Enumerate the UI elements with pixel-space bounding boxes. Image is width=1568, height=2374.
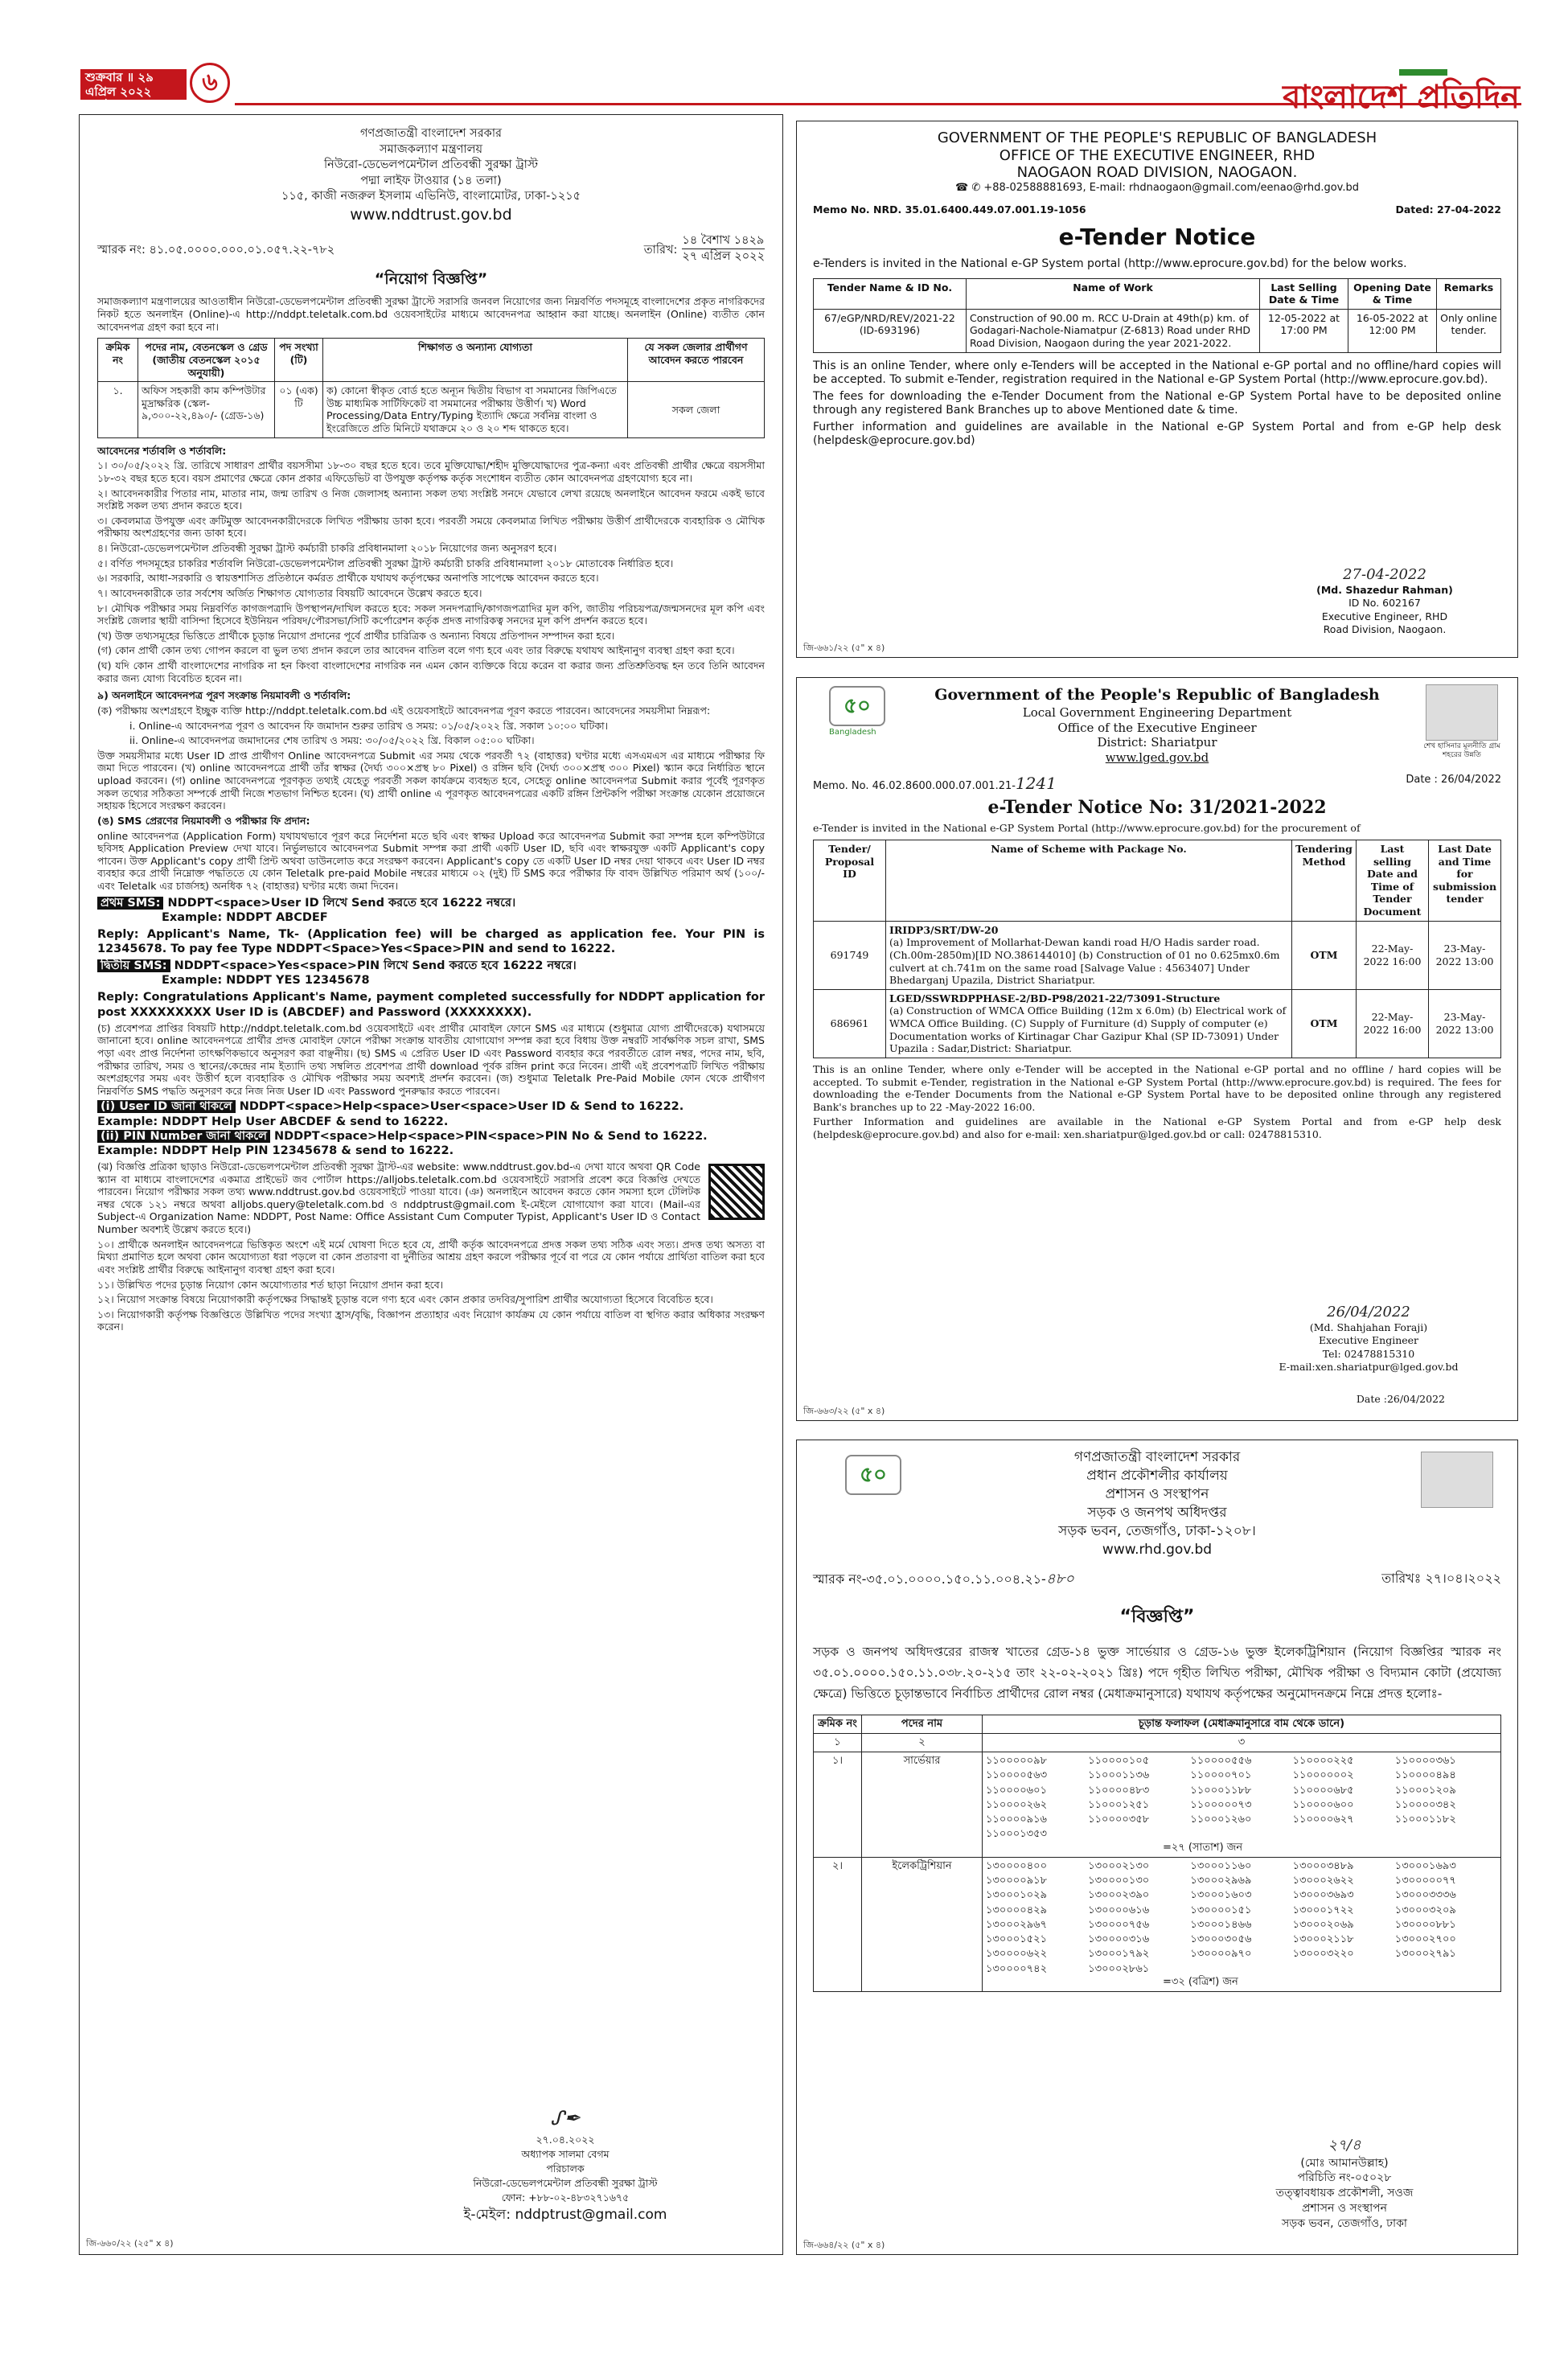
ndd-sms-text: online আবেদনপত্র (Application Form) যথাযথভাবে পূরণ করে নির্দেশনা মতে ছবি এবং স্বাক্ষর Upload করে আবেদনপত্র Submit করা সম্পন্ন হলে কম্পিউটারে ছবিসহ Application Preview দেখা যাবে। নির্ভুলভাবে আবেদনপত্র Submit সম্পন্ন করা প্রার্থী একটি User ID, ছবি এবং স্বাক্ষরযুক্ত একটি Applicant's copy পাবেন। উক্ত Applicant's copy প্রার্থী প্রিন্ট অথবা ডাউনলোড করে সংরক্ষণ করবেন। Applicant's copy তে একটি User ID নম্বর দেয়া থাকবে এবং User ID নম্বর ব্যবহার করে প্রার্থী নিম্নোক্ত পদ্ধতিতে যে কোন Teletalk pre-paid Mobile নম্বরের মাধ্যমে ০২ (দুই) টি SMS করে পরীক্ষার ফি বাবদ উল্লিখিত পরিমাণ অর্থ (১০০/- এবং Teletalk এর চার্জসহ) অনধিক ৭২ (বাহাত্তর) ঘণ্টার মধ্যে জমা দিবেন। bbox=[97, 829, 765, 893]
roll-number: ১৩০০০০৮৮১ bbox=[1394, 1918, 1456, 1931]
pin-text: NDDPT<space>Help<space>PIN<space>PIN No & Send to 16222. bbox=[273, 1129, 708, 1143]
ndd-sms1-example: Example: NDDPT ABCDEF bbox=[162, 910, 328, 924]
ndd-date-bangla: ১৪ বৈশাখ ১৪২৯ bbox=[682, 233, 765, 248]
list-item: (ঘ) যদি কোন প্রার্থী বাংলাদেশের নাগরিক না হন কিংবা বাংলাদেশের নাগরিক নন এমন কোন ব্যক্তিকে বিয়ে করেন বা করার জন্য প্রতিশ্রুতিবদ্ধ হন তবে তিনি আবেদন করার জন্য যোগ্য বিবেচিত হবেন না। bbox=[97, 659, 765, 684]
rhd-admin: প্রশাসন ও সংস্থাপন bbox=[1105, 1485, 1209, 1502]
naogaon-cell-selling: 12-05-2022 at 17:00 PM bbox=[1260, 309, 1348, 352]
masthead-logo: বাংলাদেশ প্রতিদিন bbox=[1283, 78, 1520, 116]
lged-intro: e-Tender is invited in the National e-GP System Portal (http://www.eprocure.gov.bd) for the procurement of bbox=[813, 822, 1361, 835]
naogaon-gov: GOVERNMENT OF THE PEOPLE'S REPUBLIC OF BANGLADESH bbox=[937, 129, 1377, 146]
lged-cell-sell: 22-May-2022 16:00 bbox=[1357, 989, 1429, 1058]
rhd-cell-sl: ১। bbox=[814, 1752, 862, 1858]
rhd-result-ad bbox=[796, 1440, 1518, 2255]
list-item: ৩। কেবলমাত্র উপযুক্ত এবং ক্রটিমুক্ত আবেদনকারীদেরকে লিখিত পরীক্ষায় ডাকা হবে। পরবর্তী সময়ে কেবলমাত্র লিখিত পরীক্ষায় উত্তীর্ণ প্রার্থীদেরকে ব্যবহারিক ও মৌখিক পরীক্ষায় অংশগ্রহণের জন্য ডাকা হবে। bbox=[97, 514, 765, 540]
rhd-th-post: পদের নাম bbox=[862, 1715, 983, 1733]
rhd-title: “বিজ্ঞপ্তি” bbox=[1119, 1607, 1195, 1628]
roll-number: ১১০০০০৩৫৮ bbox=[1088, 1813, 1150, 1826]
lged-signer-title: Executive Engineer bbox=[1318, 1334, 1419, 1347]
rhd-dept: সড়ক ও জনপথ অধিদপ্তর bbox=[1087, 1504, 1227, 1521]
roll-number: ১৩০০০২১৩০ bbox=[1088, 1859, 1150, 1872]
lged-cell-scheme bbox=[886, 989, 1292, 1058]
ndd-sms2 bbox=[97, 959, 765, 973]
naogaon-p2: The fees for downloading the e-Tender Document from the National e-GP System Portal have to be deposited online through any registered Bank Branches up to above Mentioned date & time. bbox=[813, 389, 1501, 417]
lged-sign-date: 26/04/2022 bbox=[1327, 1303, 1410, 1320]
naogaon-cell-opening: 16-05-2022 at 12:00 PM bbox=[1348, 309, 1437, 352]
ndd-date-english: ২৭ এপ্রিল ২০২২ bbox=[682, 249, 765, 263]
ndd-cell-sl: ১. bbox=[98, 382, 138, 438]
rhd-sub-2: ২ bbox=[862, 1733, 983, 1752]
naogaon-th-work: Name of Work bbox=[967, 278, 1260, 309]
ndd-address-line: ১১৫, কাজী নজরুল ইসলাম এভিনিউ, বাংলামোটর, ঢাকা-১২১৫ bbox=[281, 190, 581, 203]
bangla-date: ১৬ বৈশাখ ১৪২৯ bbox=[85, 99, 171, 113]
ndd-signature-block bbox=[445, 2105, 686, 2225]
naogaon-memo-row bbox=[813, 203, 1501, 216]
lged-footnote: জি-৬৬৩/২২ (৫" x ৪) bbox=[803, 1406, 885, 1417]
roll-number: ১৩০০০১১৬০ bbox=[1190, 1859, 1252, 1872]
rhd-letterhead bbox=[813, 1448, 1501, 1559]
roll-number: ১১০০০১২৫১ bbox=[1088, 1798, 1150, 1811]
rhd-signer-title: তত্ত্বাবধায়ক প্রকৌশলী, সওজ bbox=[1275, 2187, 1414, 2200]
roll-number: ১৩০০০১৪৬৬ bbox=[1190, 1918, 1252, 1931]
roll-number: ১১০০০০০৯৮ bbox=[986, 1755, 1048, 1768]
naogaon-th-selling: Last Selling Date & Time bbox=[1260, 278, 1348, 309]
rhd-address: সড়ক ভবন, তেজগাঁও, ঢাকা-১২০৮। bbox=[1058, 1522, 1256, 1539]
page-number: ৬ bbox=[190, 63, 230, 103]
lged-title: e-Tender Notice No: 31/2021-2022 bbox=[987, 796, 1327, 818]
naogaon-contact: ☎ ✆ +88-02588881693, E-mail: rhdnaogaon@gmail.com/eenao@rhd.gov.bd bbox=[955, 181, 1359, 194]
rhd-memo bbox=[813, 1571, 1074, 1589]
ndd-signer-phone: ফোন: +৮৮-০২-৪৮৩২৭১৬৭৫ bbox=[501, 2191, 630, 2204]
ndd-memo-row bbox=[97, 233, 765, 263]
roll-number: ১৩০০০১৫২১ bbox=[986, 1933, 1048, 1946]
roll-number: ১১০০০১১৩৬ bbox=[1088, 1769, 1150, 1782]
roll-number: ১৩০০০০০৭৭ bbox=[1394, 1875, 1456, 1887]
sms2-label: দ্বিতীয় SMS: bbox=[97, 959, 170, 972]
ndd-after-sms: (চ) প্রবেশপত্র প্রাপ্তির বিষয়টি http://nddpt.teletalk.com.bd ওয়েবসাইটে এবং প্রার্থীর মোবাইল ফোনে SMS এর মাধ্যমে (শুধুমাত্র যোগ্য প্রার্থীদেরকে) যথাসময়ে জানানো হবে। online আবেদনপত্রে প্রার্থীর প্রদত্ত মোবাইল ফোনে পরীক্ষা সংক্রান্ত যাবতীয় যোগাযোগ সম্পন্ন করা হবে বিধায় উক্ত নম্বরটি সার্বক্ষণিক সচল রাখা, SMS পড়া এবং প্রাপ্ত নির্দেশনা তাৎক্ষণিকভাবে অনুসরণ করা বাঞ্ছনীয়। (ছ) SMS এ প্রেরিত User ID এবং Password ব্যবহার করে পরবর্তীতে রোল নম্বর, পদের নাম, ছবি, পরীক্ষার তারিখ, সময় ও স্থানের/কেন্দ্রের নাম ইত্যাদি তথ্য সম্বলিত প্রবেশপত্র প্রার্থী download পূর্বক রঙ্গিন print করে নিবেন। প্রার্থী এই প্রবেশপত্রটি লিখিত পরীক্ষায় অংশগ্রহণের সময় এবং উত্তীর্ণ হলে ব্যবহারিক ও মৌখিক পরীক্ষার সময় অবশ্যই প্রদর্শন করবেন। (জ) শুধুমাত্র Teletalk Pre-Paid Mobile ফোন থেকে প্রার্থীগণ নিম্নবর্ণিত SMS পদ্ধতি অনুসরণ করে নিজ নিজ User ID এবং Password পুনরুদ্ধার করতে পারবেন। bbox=[97, 1021, 765, 1097]
naogaon-th-opening: Opening Date & Time bbox=[1348, 278, 1437, 309]
roll-number: ১১০০০১২০৯ bbox=[1394, 1784, 1456, 1797]
roll-number: ১৩০০০১৭২২ bbox=[1292, 1904, 1354, 1916]
rhd-signature-block bbox=[1228, 2136, 1461, 2232]
rhd-signer-name: (মোঃ আমানউল্লাহ) bbox=[1300, 2156, 1389, 2170]
list-item: ৮। মৌখিক পরীক্ষার সময় নিম্নবর্ণিত কাগজপত্রাদি উপস্থাপন/দাখিল করতে হবে: সকল সনদপত্রাদি/কাগজপত্রাদির মূল কপি, জাতীয় পরিচয়পত্র/জন্মসনদের মূল কপি এবং সংশ্লিষ্ট জেলার স্থায়ী বাসিন্দা হিসেবে ইউনিয়ন পরিষদ/পৌরসভা/সিটি কর্পোরেশন কর্তৃক প্রদত্ত নাগরিকত্ব সনদের মূল কপি প্রদর্শন করতে হবে। bbox=[97, 602, 765, 627]
lged-memo-no: 1241 bbox=[1015, 773, 1057, 793]
ndd-footnote: জি-৬৬০/২২ (২৫" x ৪) bbox=[86, 2238, 174, 2249]
lged-p2: Further Information and guidelines are available in the National e-GP System Portal and from e-GP help desk (helpdesk@eprocure.gov.bd) and also for e-mail: xen.shariatpur@lged.gov.bd or call: 02478815310. bbox=[813, 1115, 1501, 1140]
lged-website[interactable]: www.lged.gov.bd bbox=[1105, 750, 1209, 765]
roll-number: ১৩০০০৩২০৯ bbox=[1394, 1904, 1456, 1916]
roll-number: ১৩০০০২৮৬১ bbox=[1088, 1962, 1150, 1975]
ndd-uid bbox=[97, 1099, 765, 1114]
ndd-sms-title: (ঙ) SMS প্রেরণের নিয়মাবলী ও পরীক্ষার ফি প্রদান: bbox=[97, 814, 310, 827]
lged-th-sub: Last Date and Time for submission tender bbox=[1429, 840, 1501, 921]
roll-number: ১৩০০০২৯৬৯ bbox=[1190, 1875, 1252, 1887]
roll-number: ১১০০০১১৮২ bbox=[1394, 1813, 1456, 1826]
roll-number: ১১০০০১১৮৮ bbox=[1190, 1784, 1252, 1797]
ndd-dates bbox=[682, 233, 765, 263]
naogaon-sign-date: 27-04-2022 bbox=[1343, 565, 1426, 583]
portrait-image bbox=[1421, 1452, 1493, 1508]
lged-memo-row bbox=[813, 774, 1501, 794]
list-item: ১২। নিয়োগ সংক্রান্ত বিষয়ে নিয়োগকারী কর্তৃপক্ষের সিদ্ধান্তই চূড়ান্ত বলে গণ্য হবে এবং কোন প্রকার তদবির/সুপারিশ প্রার্থীর অযোগ্যতা হিসেবে বিবেচিত হবে। bbox=[97, 1293, 713, 1306]
roll-number: ১১০০০০৫৫৬ bbox=[1190, 1755, 1252, 1768]
table-row bbox=[814, 309, 1501, 352]
rhd-cell-sl: ২। bbox=[814, 1857, 862, 1991]
lged-cell-id: 686961 bbox=[814, 989, 886, 1058]
rhd-result-table bbox=[813, 1715, 1501, 1993]
ndd-online-i: i. Online-এ আবেদনপত্র পূরণ ও আবেদন ফি জমাদান শুরুর তারিখ ও সময়: ০১/০৫/২০২২ খ্রি. সকাল ১০:০০ ঘটিকা। bbox=[129, 719, 609, 732]
ndd-ministry-line: সমাজকল্যাণ মন্ত্রণালয় bbox=[380, 142, 482, 156]
rhd-sub-3: ৩ bbox=[983, 1733, 1501, 1752]
ndd-tail-block bbox=[97, 1160, 765, 1236]
roll-number: ১৩০০০২৬২২ bbox=[1292, 1875, 1354, 1887]
roll-number: ১৩০০০৩০৫৬ bbox=[1190, 1933, 1252, 1946]
ndd-sign-date: ২৭.০৪.২০২২ bbox=[536, 2133, 595, 2146]
roll-number: ১৩০০০১০২৯ bbox=[986, 1889, 1048, 1902]
lged-cell-sub: 23-May-2022 13:00 bbox=[1429, 921, 1501, 989]
ndd-signature: ᔑ✒ bbox=[550, 2106, 581, 2130]
naogaon-footnote: জি-৬৬১/২২ (৫" x ৪) bbox=[803, 643, 885, 654]
roll-number: ১৩০০০০১৩০ bbox=[1088, 1875, 1150, 1887]
lged-memo bbox=[813, 774, 1057, 794]
lged-cell-method: OTM bbox=[1292, 921, 1357, 989]
naogaon-letterhead bbox=[813, 129, 1501, 194]
rhd-memo-text: স্মারক নং-৩৫.০১.০০০০.১৫০.১১.০০৪.২১- bbox=[813, 1571, 1046, 1587]
lged-signer-email[interactable]: E-mail:xen.shariatpur@lged.gov.bd bbox=[1279, 1360, 1459, 1373]
rhd-sign-date: ২৭/৪ bbox=[1328, 2137, 1361, 2154]
roll-number: ১১০০০০০০২ bbox=[1292, 1769, 1354, 1782]
lged-th-method: Tendering Method bbox=[1292, 840, 1357, 921]
ndd-date-label: তারিখ: bbox=[643, 244, 678, 257]
roll-number: ১১০০০০১০৫ bbox=[1088, 1755, 1150, 1768]
roll-number: ১১০০০০৬০০ bbox=[1292, 1798, 1354, 1811]
lged-portrait-caption: শেখ হাসিনার মূলনীতি গ্রাম শহরের উন্নতি bbox=[1423, 742, 1500, 760]
roll-number: ১৩০০০০৩১৬ bbox=[1088, 1933, 1150, 1946]
roll-number: ১৩০০০৩৬৯৩ bbox=[1292, 1889, 1354, 1902]
list-item: ১১। উল্লিখিত পদের চূড়ান্ত নিয়োগ কোন অযোগ্যতার শর্ত ছাড়া নিয়োগ প্রদান করা হবে। bbox=[97, 1278, 444, 1291]
rhd-sub-1: ১ bbox=[814, 1733, 862, 1752]
roll-number: ১৩০০০৩৪৮৯ bbox=[1292, 1859, 1354, 1872]
masthead-mark bbox=[1399, 69, 1447, 76]
ndd-th-count: পদ সংখ্যা (টি) bbox=[275, 339, 323, 382]
roll-number: ১৩০০০১৬৯৩ bbox=[1394, 1859, 1456, 1872]
sms1-label: প্রথম SMS: bbox=[97, 897, 163, 910]
list-item: ১। ৩০/০৫/২০২২ খ্রি. তারিখে সাধারণ প্রার্থীর বয়সসীমা ১৮-৩০ বছর হতে হবে। তবে মুক্তিযোদ্ধা/শহীদ মুক্তিযোদ্ধাদের পুত্র-কন্যা এবং প্রতিবন্ধী প্রার্থীর ক্ষেত্রে বয়সসীমা ১৮-৩২ বছর হতে হবে। বয়স প্রমাণের ক্ষেত্রে কোন প্রকার এফিডেভিট বা উপযুক্ত কর্তৃপক্ষ কর্তৃক সংশোধন ব্যতীত কোন আবেদনপত্র গ্রহণযোগ্য হবে না। bbox=[97, 459, 765, 484]
naogaon-cell-work: Construction of 90.00 m. RCC U-Drain at 49th(p) km. of Godagari-Nachole-Niamatpur (Z-6813) Road under RHD Road Division, Naogaon during the year 2021-2022. bbox=[967, 309, 1260, 352]
naogaon-signer-title: Executive Engineer, RHD bbox=[1321, 610, 1448, 622]
list-item: ৭। আবেদনকারীকে তার সর্বশেষ অর্জিত শিক্ষাগত যোগ্যতার বিষয়টি আবেদনে উল্লেখ করতে হবে। bbox=[97, 586, 482, 599]
ndd-cell-district: সকল জেলা bbox=[628, 382, 765, 438]
list-item: (খ) উক্ত তথ্যসমূহের ভিত্তিতে প্রার্থীকে চূড়ান্ত নিয়োগ প্রদানের পূর্বে প্রার্থীর চারিত্রিক ও অন্যান্য বিষয়ে প্রতিপাদন সম্পাদন করা হবে। bbox=[97, 629, 615, 642]
rhd-body: সড়ক ও জনপথ অধিদপ্তরের রাজস্ব খাতের গ্রেড-১৪ ভুক্ত সার্ভেয়ার ও গ্রেড-১৬ ভুক্ত ইলেকট্রিশিয়ান (নিয়োগ বিজ্ঞপ্তির স্মারক নং ৩৫.০১.০০০০.১৫০.১১.০৩৮.২০-২১৫ তাং ২২-০২-২০২১ খ্রিঃ) পদে গৃহীত লিখিত পরীক্ষা, মৌখিক পরীক্ষা ও বিদ্যমান কোটা (প্রযোজ্য ক্ষেত্রে) ভিত্তিতে চূড়ান্তভাবে নির্বাচিত প্রার্থীদের রোল নম্বর (মেধাক্রমানুসারে) যথাযথ কর্তৃপক্ষের অনুমোদনক্রমে নিম্নে প্রদত্ত হলোঃ- bbox=[813, 1644, 1501, 1702]
roll-number: ১৩০০০০৪২৯ bbox=[986, 1904, 1048, 1916]
lged-logo-text: Bangladesh bbox=[829, 728, 876, 737]
lged-cell-scheme bbox=[886, 921, 1292, 989]
bangladesh-50-logo-icon: ৫০ bbox=[845, 1455, 901, 1495]
ndd-online-title: ৯) অনলাইনে আবেদনপত্র পূরণ সংক্রান্ত নিয়মাবলী ও শর্তাবলি: bbox=[97, 689, 351, 702]
rhd-total: =২৭ (সাতাশ) জন bbox=[1163, 1841, 1243, 1854]
roll-number: ১১০০০০৭০১ bbox=[1190, 1769, 1252, 1782]
roll-number: ১৩০০০২০৬৯ bbox=[1292, 1918, 1354, 1931]
rhd-cell-rolls bbox=[983, 1752, 1501, 1858]
ndd-building-line: পদ্মা লাইফ টাওয়ার (১৪ তলা) bbox=[360, 174, 502, 187]
roll-number: ১৩০০০০৭৪২ bbox=[986, 1962, 1048, 1975]
roll-number: ১৩০০০২৭০০ bbox=[1394, 1933, 1456, 1946]
ndd-more bbox=[97, 1238, 765, 1333]
roll-number: ১১০০০০৬৮৫ bbox=[1292, 1784, 1354, 1797]
ndd-date-block bbox=[644, 233, 765, 263]
naogaon-cell-remarks: Only online tender. bbox=[1437, 309, 1501, 352]
lged-gov: Government of the People's Republic of Bangladesh bbox=[934, 686, 1380, 704]
roll-number: ১৩০০০৩২২০ bbox=[1292, 1948, 1354, 1961]
ndd-signer-name: অধ্যাপক সালমা বেগম bbox=[521, 2147, 610, 2160]
ndd-cell-post: অফিস সহকারী কাম কম্পিউটার মুদ্রাক্ষরিক (স্কেল- ৯,৩০০-২২,৪৯০/- (গ্রেড-১৬) bbox=[138, 382, 275, 438]
roll-number: ১১০০০০৩৬১ bbox=[1394, 1755, 1456, 1768]
naogaon-intro: e-Tenders is invited in the National e-GP System portal (http://www.eprocure.gov.bd) for the below works. bbox=[813, 257, 1407, 270]
lged-cell-id: 691749 bbox=[814, 921, 886, 989]
ndd-gov-line: গণপ্রজাতন্ত্রী বাংলাদেশ সরকার bbox=[359, 127, 502, 140]
list-item: ৪। নিউরো-ডেভেলপমেন্টাল প্রতিবন্ধী সুরক্ষা ট্রাস্ট কর্মচারী চাকরি প্রবিধানমালা ২০১৮ নিয়োগের জন্য অনুসরণ হবে। bbox=[97, 542, 557, 555]
roll-number: ১৩০০০০৬২২ bbox=[986, 1948, 1048, 1961]
list-item: ৫। বর্ণিত পদসমূহের চাকরির শর্তাবলি নিউরো-ডেভেলপমেন্টাল প্রতিবন্ধী সুরক্ষা ট্রাস্ট কর্মচারী চাকরি প্রবিধানমালা ২০১৮ মোতাবেক নির্ধারিত হবে। bbox=[97, 557, 674, 569]
lged-letterhead bbox=[813, 686, 1501, 766]
rhd-date: তারিখঃ ২৭।০৪।২০২২ bbox=[1381, 1570, 1501, 1586]
lged-office: Office of the Executive Engineer bbox=[1057, 720, 1257, 735]
uid-label: (i) User ID জানা থাকলে bbox=[97, 1100, 236, 1113]
ndd-recruitment-ad bbox=[79, 114, 783, 2255]
rhd-footnote: জি-৬৬৪/২২ (৫" x ৪) bbox=[803, 2240, 885, 2251]
sms1-text: NDDPT<space>User ID লিখে Send করতে হবে 16222 নম্বরে। bbox=[167, 896, 516, 910]
roll-number: ১১০০০০৫৬৩ bbox=[986, 1769, 1048, 1782]
naogaon-division: NAOGAON ROAD DIVISION, NAOGAON. bbox=[1016, 164, 1298, 182]
naogaon-p1: This is an online Tender, where only e-Tenders will be accepted in the National e-GP portal and no offline/hard copies will be accepted. To submit e-Tender, registration required in the National e-GP System Portal (http://www.eprocure.gov.bd). bbox=[813, 359, 1501, 387]
roll-number: ১৩০০০১৬০৩ bbox=[1190, 1889, 1252, 1902]
roll-number: ১১০০০০৬২৭ bbox=[1292, 1813, 1354, 1826]
list-item: ২। আবেদনকারীর পিতার নাম, মাতার নাম, জন্ম তারিখ ও নিজ জেলাসহ অন্যান্য সকল তথ্য সংশ্লিষ্ট সনদে যেভাবে লেখা রয়েছে অনলাইনে আবেদন ফরমে একই ভাবে সংশ্লিষ্ট সকল তথ্য প্রদান করতে হবে। bbox=[97, 487, 765, 512]
roll-number: ১৩০০০০৯১৮ bbox=[986, 1875, 1048, 1887]
naogaon-signer-id: ID No. 602167 bbox=[1348, 597, 1421, 610]
rhd-signer-id: পরিচিতি নং-০৫০২৮ bbox=[1297, 2171, 1392, 2185]
rhd-gov: গণপ্রজাতন্ত্রী বাংলাদেশ সরকার bbox=[1073, 1449, 1241, 1465]
lged-bottom-date: Date :26/04/2022 bbox=[1356, 1393, 1445, 1406]
roll-number: ১৩০০০২৭৯১ bbox=[1394, 1948, 1456, 1961]
roll-number: ১১০০০১২৬০ bbox=[1190, 1813, 1252, 1826]
ndd-post-table bbox=[97, 338, 765, 437]
day-date: শুক্রবার ॥ ২৯ এপ্রিল ২০২২ bbox=[85, 70, 154, 99]
ndd-sms1 bbox=[97, 896, 765, 910]
roll-number: ১১০০০০৬০১ bbox=[986, 1784, 1048, 1797]
ndd-conditions bbox=[97, 459, 765, 684]
lged-signature-block bbox=[1268, 1303, 1469, 1374]
roll-number: ১১০০০০২২৫ bbox=[1292, 1755, 1354, 1768]
ndd-website[interactable]: www.nddtrust.gov.bd bbox=[350, 205, 512, 224]
naogaon-dated: Dated: 27-04-2022 bbox=[1395, 203, 1501, 216]
sms2-text: NDDPT<space>Yes<space>PIN লিখে Send করতে হবে 16222 নম্বরে। bbox=[174, 959, 577, 973]
ndd-title: “নিয়োগ বিজ্ঞপ্তি” bbox=[374, 269, 488, 288]
roll-number: ১১০০০০৩৪২ bbox=[1394, 1798, 1456, 1811]
lged-cell-method: OTM bbox=[1292, 989, 1357, 1058]
roll-number: ১৩০০০১৭৯২ bbox=[1088, 1948, 1150, 1961]
naogaon-th-remarks: Remarks bbox=[1437, 278, 1501, 309]
header-date-box bbox=[80, 69, 187, 113]
ndd-signer-org: নিউরো-ডেভেলপমেন্টাল প্রতিবন্ধী সুরক্ষা ট্রাস্ট bbox=[473, 2177, 658, 2190]
roll-number: ১৩০০০০৭৫৬ bbox=[1088, 1918, 1150, 1931]
ndd-signer-title: পরিচালক bbox=[546, 2162, 585, 2175]
ndd-memo: স্মারক নং: ৪১.০৫.০০০০.০০০.০১.০৫৭.২২-৭৮২ bbox=[97, 244, 335, 257]
list-item: (গ) কোন প্রার্থী কোন তথ্য গোপন করলে বা ভুল তথ্য প্রদান করলে তার আবেদন বাতিল বলে গণ্য হবে এবং তার বিরুদ্ধে যথাযথ আইনানুগ ব্যবস্থা গ্রহণ করা হবে। bbox=[97, 644, 735, 657]
ndd-letterhead bbox=[97, 126, 765, 225]
rhd-signer-address: সড়ক ভবন, তেজগাঁও, ঢাকা bbox=[1282, 2217, 1407, 2231]
naogaon-signature-block bbox=[1292, 565, 1477, 636]
ndd-conditions-title: আবেদনের শর্তাবলি ও শর্তাবলি: bbox=[97, 444, 227, 457]
lged-signer-tel: Tel: 02478815310 bbox=[1322, 1347, 1415, 1360]
portrait-image bbox=[1426, 684, 1498, 741]
lged-p1: This is an online Tender, where only e-Tender will be accepted in the National e-GP portal and no offline / hard copies will be accepted. To submit e-Tender, registration in the National e-GP System Portal (http://www.eprocure.gov.bd) is required. The fees for downloading the e-Tender Documents from the National e-GP System Portal have to be deposited online through any registered Bank's branches up to 22 -May-2022 16:00. bbox=[813, 1062, 1501, 1113]
ndd-th-post: পদের নাম, বেতনস্কেল ও গ্রেড (জাতীয় বেতনস্কেল ২০১৫ অনুযায়ী) bbox=[138, 339, 275, 382]
roll-number: ১১০০০০৯১৬ bbox=[986, 1813, 1048, 1826]
roll-number: ১১০০০০৪৯৪ bbox=[1394, 1769, 1456, 1782]
rhd-memo-no: ৪৮০ bbox=[1045, 1570, 1074, 1587]
rhd-website[interactable]: www.rhd.gov.bd bbox=[1102, 1541, 1213, 1558]
rhd-cell-rolls bbox=[983, 1857, 1501, 1991]
table-row bbox=[814, 989, 1501, 1058]
naogaon-th-tender: Tender Name & ID No. bbox=[814, 278, 967, 309]
rhd-total: =৩২ (বত্রিশ) জন bbox=[1163, 1975, 1238, 1988]
roll-number: ১৩০০০০৯৭০ bbox=[1190, 1948, 1252, 1961]
lged-signer-name: (Md. Shahjahan Foraji) bbox=[1309, 1321, 1428, 1333]
naogaon-table bbox=[813, 278, 1501, 353]
bangladesh-50-logo-icon: ৫০ bbox=[829, 686, 885, 726]
table-row bbox=[814, 1752, 1501, 1858]
roll-number: ১১০০০০০৭৩ bbox=[1190, 1798, 1252, 1811]
roll-number: ১৩০০০২৯৬৭ bbox=[986, 1918, 1048, 1931]
table-row bbox=[98, 382, 765, 438]
naogaon-office: OFFICE OF THE EXECUTIVE ENGINEER, RHD bbox=[999, 146, 1316, 164]
list-item: ১৩। নিয়োগকারী কর্তৃপক্ষ বিজ্ঞপ্তিতে উল্লিখিত পদের সংখ্যা হ্রাস/বৃদ্ধি, বিজ্ঞাপন প্রত্যাহার এবং নিয়োগ কার্যক্রম যে কোন পর্যায়ে বাতিল বা স্থগিত করার অধিকার সংরক্ষণ করেন। bbox=[97, 1308, 765, 1333]
ndd-reply2: Reply: Congratulations Applicant's Name, payment completed successfully for NDDPT application for post XXXXXXXXX User ID is (ABCDEF) and Password (XXXXXXXX). bbox=[97, 991, 765, 1019]
lged-memo-text: Memo. No. 46.02.8600.000.07.001.21- bbox=[813, 779, 1016, 792]
lged-scheme-text: (a) Construction of WMCA Office Building (12m x 6.0m) (b) Electrical work of WMCA Office Building. (C) Supply of Furniture (d) Supply of computer (e) Documentation works of Kirtinagar Char Gazipur Khal (SP ID-73091) Under Upazila : Sadar,District: Shariatpur. bbox=[889, 1004, 1287, 1055]
ndd-signer-email[interactable]: ই-মেইল: nddptrust@gmail.com bbox=[463, 2207, 667, 2224]
ndd-reply1: Reply: Applicant's Name, Tk- (Application fee) will be charged as application fee. Your PIN is 12345678. To pay fee Type NDDPT<Space>Yes<Space>PIN and send to 16222. bbox=[97, 927, 765, 956]
lged-cell-sell: 22-May-2022 16:00 bbox=[1357, 921, 1429, 989]
rhd-cell-post: ইলেকট্রিশিয়ান bbox=[862, 1857, 983, 1991]
roll-number: ১৩০০০২১১৮ bbox=[1292, 1933, 1354, 1946]
lged-cell-sub: 23-May-2022 13:00 bbox=[1429, 989, 1501, 1058]
ndd-pin-example: Example: NDDPT Help PIN 12345678 & send to 16222. bbox=[97, 1144, 454, 1157]
naogaon-memo: Memo No. NRD. 35.01.6400.449.07.001.19-1056 bbox=[813, 203, 1086, 216]
list-item: ১০। প্রার্থীকে অনলাইন আবেদনপত্রে ভিত্তিকৃত অংশে এই মর্মে ঘোষণা দিতে হবে যে, প্রার্থী কর্তৃক আবেদনপত্রে প্রদত্ত সকল তথ্য সঠিক এবং সত্য। প্রদত্ত তথ্য অসত্য বা মিথ্যা প্রমাণিত হলে অথবা কোন অযোগ্যতা ধরা পড়লে বা কোন প্রতারণা বা দুর্নীতির আশ্রয় গ্রহণ করলে পরীক্ষার পূর্বে বা পরে যে কোন পর্যায়ে প্রার্থিতা বাতিল করা হবে এবং সংশ্লিষ্ট প্রার্থীর বিরুদ্ধে আইনানুগ ব্যবস্থা গ্রহণ করা হবে। bbox=[97, 1238, 765, 1275]
lged-package: IRIDP3/SRT/DW-20 bbox=[889, 923, 999, 936]
lged-scheme-text: (a) Improvement of Mollarhat-Dewan kandi road H/O Hadis sarder road.(Ch.00m-2850m)[ID NO.386144010] (b) Construction of 01 no 0.625mx0.6m culvert at ch.741m on the same road [Salvage Value : 4563407] Under Bhedarganj Upazila, District Shariatpur. bbox=[889, 936, 1280, 987]
qr-code-icon[interactable] bbox=[708, 1164, 765, 1220]
lged-etender-ad bbox=[796, 677, 1518, 1421]
naogaon-title: e-Tender Notice bbox=[1058, 224, 1256, 250]
naogaon-signer-division: Road Division, Naogaon. bbox=[1323, 622, 1447, 635]
lged-dept: Local Government Engineering Department bbox=[1022, 704, 1292, 720]
ndd-online-a: (ক) পরীক্ষায় অংশগ্রহণে ইচ্ছুক ব্যক্তি http://nddpt.teletalk.com.bd এই ওয়েবসাইটে আবেদনপত্র পূরণ করতে পারবেন। আবেদনের সময়সীমা নিম্নরূপ: bbox=[97, 704, 711, 717]
roll-number: ১৩০০০০৪০০ bbox=[986, 1859, 1048, 1872]
ndd-cell-qual: ক) কোনো স্বীকৃত বোর্ড হতে অন্যূন দ্বিতীয় বিভাগ বা সমমানের জিপিএতে উচ্চ মাধ্যমিক সার্টিফিকেট বা সমমানের পরীক্ষায় উত্তীর্ণ। খ) Word Processing/Data Entry/Typing ইত্যাদি ক্ষেত্রে সর্বনিম্ন বাংলা ও ইংরেজিতে প্রতি মিনিটে যথাক্রমে ২০ ও ২০ শব্দ থাকতে হবে। bbox=[323, 382, 628, 438]
rhd-memo-row bbox=[813, 1571, 1501, 1589]
roll-number: ১৩০০০২৩৯০ bbox=[1088, 1889, 1150, 1902]
lged-package: LGED/SSWRDPPHASE-2/BD-P98/2021-22/73091-Structure bbox=[889, 992, 1221, 1004]
rhd-roll-grid bbox=[986, 1860, 1497, 1976]
naogaon-cell-tender: 67/eGP/NRD/REV/2021-22 (ID-693196) bbox=[814, 309, 967, 352]
ndd-sms2-example: Example: NDDPT YES 12345678 bbox=[162, 974, 370, 988]
ndd-th-sl: ক্রমিক নং bbox=[98, 339, 138, 382]
rhd-cell-post: সার্ভেয়ার bbox=[862, 1752, 983, 1858]
roll-number: ১৩০০০০৬১৬ bbox=[1088, 1904, 1150, 1916]
lged-table bbox=[813, 840, 1501, 1058]
lged-th-sell: Last selling Date and Time of Tender Document bbox=[1357, 840, 1429, 921]
rhd-roll-grid bbox=[986, 1755, 1497, 1842]
ndd-uid-example: Example: NDDPT Help User ABCDEF & send to 16222. bbox=[97, 1115, 449, 1128]
roll-number: ১১০০০১৩৫৩ bbox=[986, 1828, 1048, 1841]
rhd-th-sl: ক্রমিক নং bbox=[814, 1715, 862, 1733]
lged-date: Date : 26/04/2022 bbox=[1406, 773, 1501, 786]
rhd-signer-unit: প্রশাসন ও সংস্থাপন bbox=[1301, 2202, 1388, 2216]
ndd-tail: (ঝ) বিজ্ঞপ্তি প্রত্রিকা ছাড়াও নিউরো-ডেভেলপমেন্টাল প্রতিবন্ধী সুরক্ষা ট্রাস্ট-এর website: www.nddtrust.gov.bd-এ দেখা যাবে অথবা QR Code স্ক্যান বা মাধ্যমে বাংলাদেশের একমাত্র প্রাইভেট জব পোর্টাল https://alljobs.teletalk.com.bd ওয়েবসাইটে সরাসরি প্রবেশ করে বিজ্ঞপ্তি দেখতে পারবেন। নিয়োগ পরীক্ষার সকল তথ্য www.nddtrust.gov.bd ওয়েবসাইটে পাওয়া যাবে। (ঞ) অনলাইনে আবেদন করতে কোন সমস্যা হলে টেলিটক নম্বর থেকে ১২১ নম্বরে অথবা alljobs.query@teletalk.com.bd ও nddptrust@gmail.com ই-মেইলে যোগাযোগ করা যাবে। (Mail-এর Subject-এ Organization Name: NDDPT, Post Name: Office Assistant Cum Computer Typist, Applicant's User ID ও Contact Number অবশ্যই উল্লেখ করতে হবে।) bbox=[97, 1160, 700, 1236]
naogaon-signer-name: (Md. Shazedur Rahman) bbox=[1316, 584, 1453, 596]
naogaon-p3: Further information and guidelines are available in the National e-GP System Portal and from e-GP help desk (helpdesk@eprocure.gov.bd) bbox=[813, 420, 1501, 448]
roll-number: ১১০০০০২৬২ bbox=[986, 1798, 1048, 1811]
pin-label: (ii) PIN Number জানা থাকলে bbox=[97, 1130, 270, 1143]
ndd-online-ii: ii. Online-এ আবেদনপত্র জমাদানের শেষ তারিখ ও সময়: ৩০/০৫/২০২২ খ্রি. বিকাল ০৫:০০ ঘটিকা। bbox=[129, 734, 535, 747]
ndd-intro: সমাজকল্যাণ মন্ত্রণালয়ের আওতাধীন নিউরো-ডেভেলপমেন্টাল প্রতিবন্ধী সুরক্ষা ট্রাস্টে সরাসরি জনবল নিয়োগের জন্য নিম্নবর্ণিত পদসমূহে বাংলাদেশের প্রকৃত নাগরিকদের নিকট হতে অনলাইন (Online)-এ http://nddpt.teletalk.com.bd ওয়েবসাইটের মাধ্যমে আবেদনপত্র আহ্বান করা যাচ্ছে। অনলাইন (Online) ব্যতীত কোন আবেদনপত্র গ্রহণ করা হবে না। bbox=[97, 295, 765, 333]
roll-number: ১৩০০০০১৫১ bbox=[1190, 1904, 1252, 1916]
rhd-office: প্রধান প্রকৌশলীর কার্যালয় bbox=[1086, 1467, 1228, 1484]
uid-text: NDDPT<space>Help<space>User<space>User ID & Send to 16222. bbox=[239, 1100, 684, 1114]
ndd-cell-count: ০১ (এক) টি bbox=[275, 382, 323, 438]
table-row bbox=[814, 921, 1501, 989]
lged-th-id: Tender/ Proposal ID bbox=[814, 840, 886, 921]
rhd-th-result: চূড়ান্ত ফলাফল (মেধাক্রমানুসারে বাম থেকে ডানে) bbox=[983, 1715, 1501, 1733]
ndd-trust-line: নিউরো-ডেভেলপমেন্টাল প্রতিবন্ধী সুরক্ষা ট্রাস্ট bbox=[323, 158, 538, 172]
ndd-online-text: উক্ত সময়সীমার মধ্যে User ID প্রাপ্ত প্রার্থীগণ Online আবেদনপত্রে Submit এর সময় থেকে পরবর্তী ৭২ (বাহাত্তর) ঘণ্টার মধ্যে এসএমএস এর মাধ্যমে পরীক্ষার ফি জমা দিতে পারবেন। (খ) online আবেদনপত্রে প্রার্থী তাঁর স্বাক্ষর (দৈর্ঘ্য ৩০০×প্রস্থ ৮০ Pixel) ও রঙ্গিন ছবি (দৈর্ঘ্য ৩০০×প্রস্থ ৩০০ Pixel) স্ক্যান করে নির্ধারিত স্থানে upload করবেন। (গ) online আবেদনপত্রে পূরণকৃত তথ্যই যেহেতু পরবর্তী সকল কার্যক্রমে ব্যবহৃত হবে, সেহেতু online আবেদনপত্র Submit করার পূর্বেই পূরণকৃত সকল তথ্যের সঠিকতা সম্পর্কে প্রার্থী নিজে শতভাগ নিশ্চিত হবেন। (ঘ) প্রার্থী online এ পূরণকৃত আবেদনপত্রের একটি রঙ্গিন প্রিন্টকপি পরীক্ষা সংক্রান্ত যেকোন প্রয়োজনে সহায়ক হিসেবে সংরক্ষণ করবেন। bbox=[97, 749, 765, 812]
list-item: ৬। সরকারি, আধা-সরকারি ও স্বায়ত্তশাসিত প্রতিষ্ঠানে কর্মরত প্রার্থীকে যথাযথ কর্তৃপক্ষের অনাপত্তি সাপেক্ষে আবেদন করতে হবে। bbox=[97, 572, 599, 585]
lged-district: District: Shariatpur bbox=[1097, 735, 1217, 750]
ndd-th-district: যে সকল জেলার প্রার্থীগণ আবেদন করতে পারবেন bbox=[628, 339, 765, 382]
ndd-th-qual: শিক্ষাগত ও অন্যান্য যোগ্যতা bbox=[323, 339, 628, 382]
table-row bbox=[814, 1857, 1501, 1991]
ndd-pin bbox=[97, 1129, 765, 1144]
roll-number: ১১০০০০৪৮৩ bbox=[1088, 1784, 1150, 1797]
lged-th-scheme: Name of Scheme with Package No. bbox=[886, 840, 1292, 921]
naogaon-etender-ad bbox=[796, 121, 1518, 658]
roll-number: ১৩০০০৩৩৩৬ bbox=[1394, 1889, 1456, 1902]
